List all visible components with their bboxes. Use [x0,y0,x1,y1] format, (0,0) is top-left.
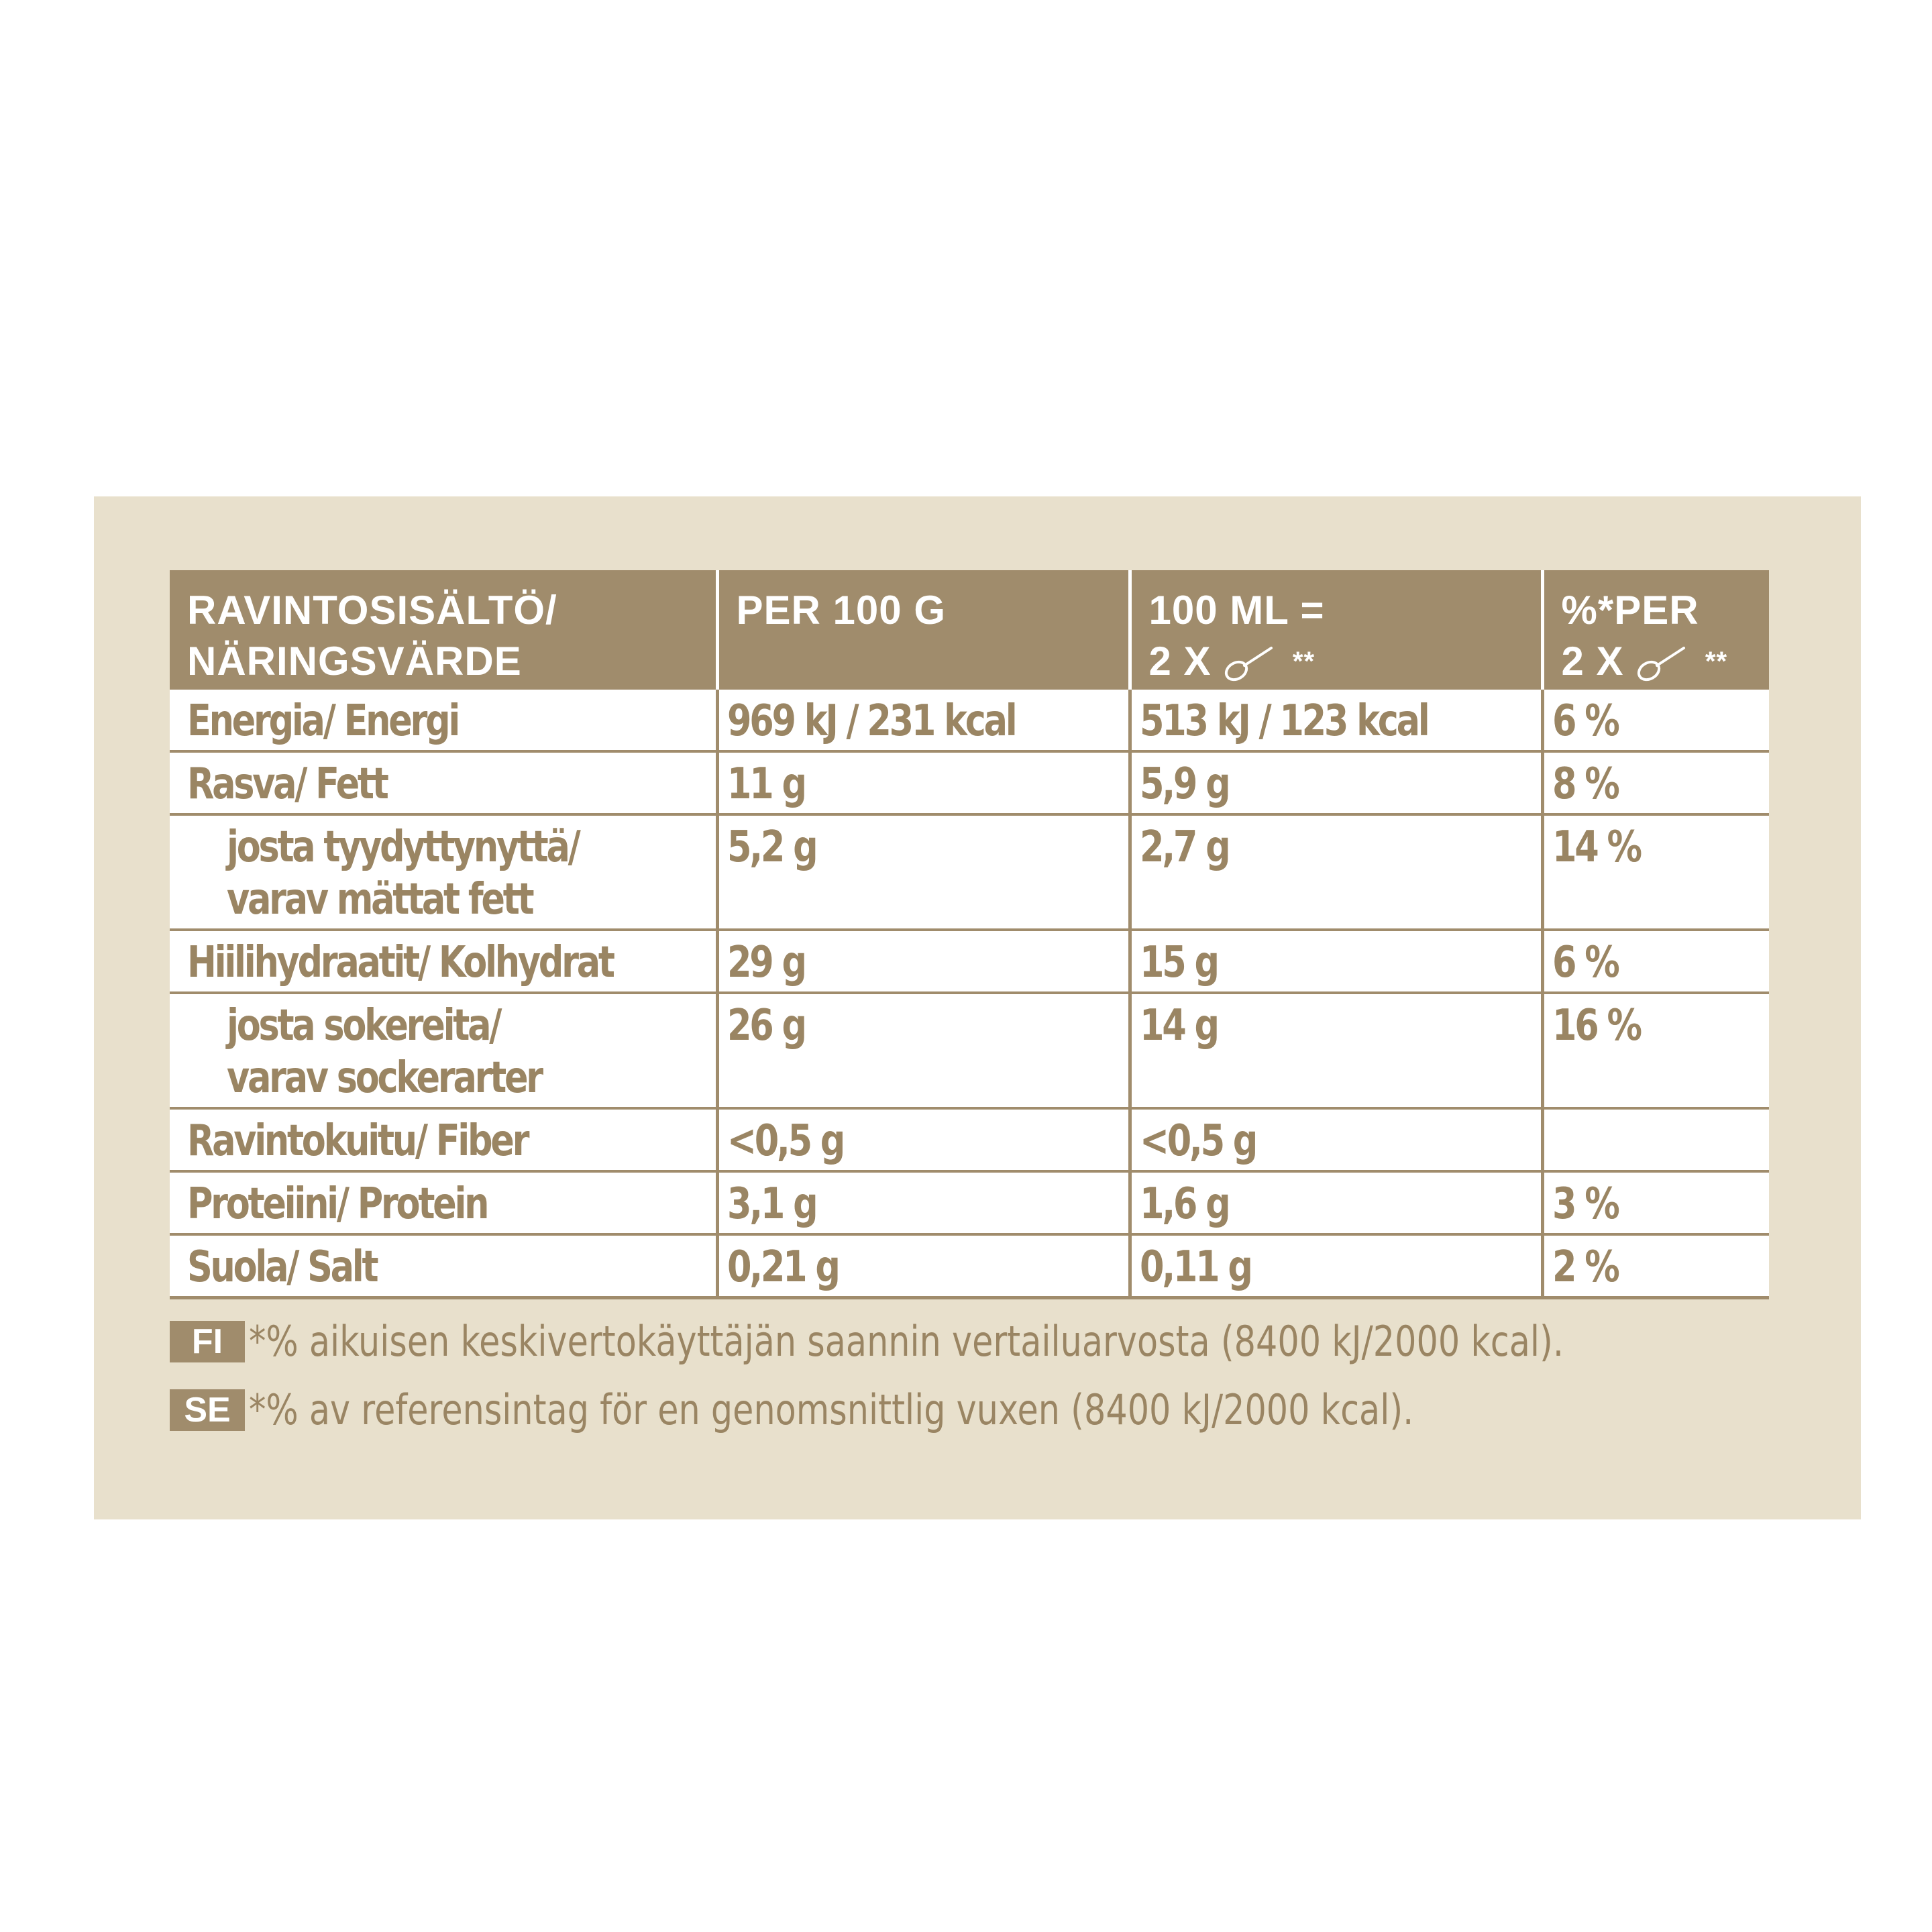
nutrient-label: Energia/ Energi [170,688,717,751]
measuring-spoon-icon [1223,644,1275,684]
value-per-100ml: 2,7 g [1130,814,1542,930]
value-percent: 2 % [1542,1234,1769,1298]
value-percent: 16 % [1542,993,1769,1108]
value-per-100g: 3,1 g [717,1171,1130,1234]
nutrient-label: Rasva/ Fett [170,751,717,814]
footnote-se [170,1383,1669,1434]
value-per-100g: 29 g [717,930,1130,993]
table-row [170,993,1769,1108]
value-per-100ml: 0,11 g [1130,1234,1542,1298]
value-per-100ml: 513 kJ / 123 kcal [1130,688,1542,751]
header-percent: %*PER 2 X ** [1542,570,1769,688]
table-row [170,1171,1769,1234]
table-row [170,1108,1769,1171]
value-per-100ml: <0,5 g [1130,1108,1542,1171]
header-per-100ml: 100 ML = 2 X ** [1130,570,1542,688]
table-row [170,751,1769,814]
header-nutrient: RAVINTOSISÄLTÖ/ NÄRINGSVÄRDE [170,570,717,688]
value-percent: 6 % [1542,688,1769,751]
table-row [170,1234,1769,1298]
value-percent: 3 % [1542,1171,1769,1234]
nutrient-label: josta tyydyttynyttä/ varav mättat fett [170,814,717,930]
value-per-100g: <0,5 g [717,1108,1130,1171]
table-row [170,814,1769,930]
table-row [170,688,1769,751]
nutrient-label: Hiilihydraatit/ Kolhydrat [170,930,717,993]
footnote-text: *% av referensintag för en genomsnittlig vuxen (8400 kJ/2000 kcal). [249,1385,1414,1434]
footnote-text: *% aikuisen keskivertokäyttäjän saannin vertailuarvosta (8400 kJ/2000 kcal). [249,1316,1564,1366]
language-tag-fi: FI [170,1321,245,1362]
value-percent: 8 % [1542,751,1769,814]
nutrient-label: Suola/ Salt [170,1234,717,1298]
nutrition-table [170,570,1769,1299]
table-row [170,930,1769,993]
value-percent: 14 % [1542,814,1769,930]
value-per-100ml: 5,9 g [1130,751,1542,814]
language-tag-se: SE [170,1389,245,1431]
header-per-100g: PER 100 G [717,570,1130,688]
value-per-100g: 26 g [717,993,1130,1108]
footnote-fi [170,1315,1852,1366]
measuring-spoon-icon [1635,644,1688,684]
value-percent [1542,1108,1769,1171]
value-percent: 6 % [1542,930,1769,993]
value-per-100g: 11 g [717,751,1130,814]
value-per-100ml: 1,6 g [1130,1171,1542,1234]
value-per-100g: 969 kJ / 231 kcal [717,688,1130,751]
value-per-100g: 0,21 g [717,1234,1130,1298]
value-per-100ml: 14 g [1130,993,1542,1108]
value-per-100g: 5,2 g [717,814,1130,930]
table-header-row [170,570,1769,688]
nutrient-label: Ravintokuitu/ Fiber [170,1108,717,1171]
nutrient-label: josta sokereita/ varav sockerarter [170,993,717,1108]
value-per-100ml: 15 g [1130,930,1542,993]
nutrient-label: Proteiini/ Protein [170,1171,717,1234]
nutrition-panel [94,496,1861,1519]
